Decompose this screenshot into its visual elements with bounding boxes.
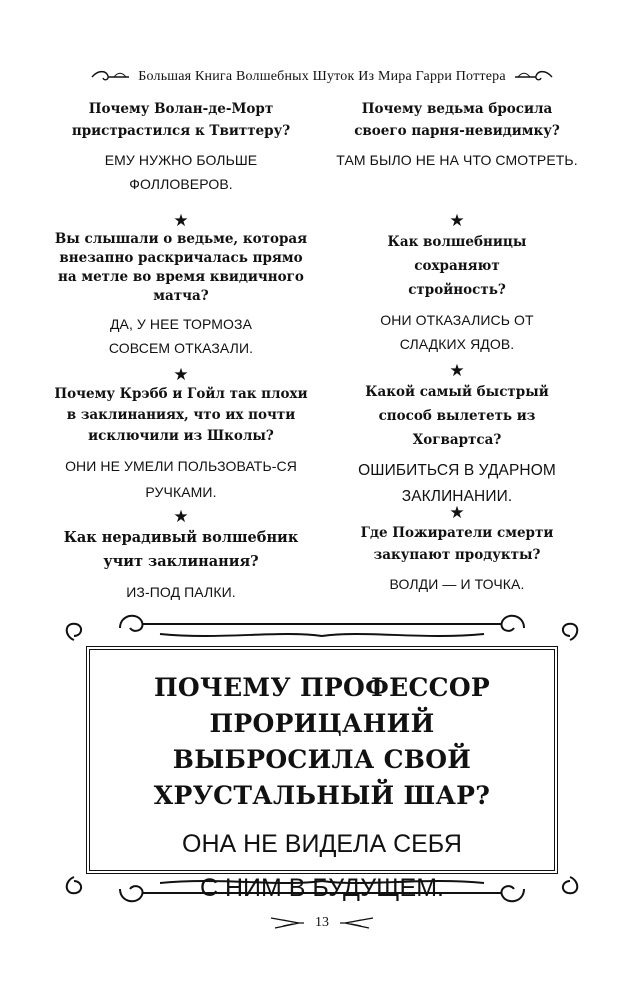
joke-answer: ДА, У НЕЕ ТОРМОЗА СОВСЕМ ОТКАЗАЛИ. <box>108 316 254 356</box>
joke-answer: ВОЛДИ — И ТОЧКА. <box>389 576 525 592</box>
joke-question: Почему ведьма бросила своего парня-невидимку? <box>354 101 560 139</box>
right-joke-column <box>326 98 588 596</box>
joke-question: Вы слышали о ведьме, которая внезапно раскричалась прямо на метле во время квидичного матча? <box>54 231 308 304</box>
joke-answer: ЕМУ НУЖНО БОЛЬШЕ ФОЛЛОВЕРОВ. <box>104 152 258 192</box>
left-leaf-flourish-icon <box>269 916 305 930</box>
featured-answer: ОНА НЕ ВИДЕЛА СЕБЯ С НИМ В БУДУЩЕМ. <box>182 830 462 902</box>
joke-answer: ОШИБИТЬСЯ В УДАРНОМ ЗАКЛИНАНИИ. <box>358 462 556 505</box>
joke-item <box>50 230 312 358</box>
joke-item <box>50 526 312 604</box>
star-separator-icon: ★ <box>449 211 465 231</box>
joke-question: Какой самый быстрый способ вылететь из Хогвартса? <box>365 384 549 448</box>
right-leaf-flourish-icon <box>339 916 375 930</box>
joke-item <box>326 230 588 350</box>
joke-question: Почему Крэбб и Гойл так плохи в заклинаниях, что их почти исключили из Школы? <box>54 386 308 444</box>
joke-item <box>326 380 588 505</box>
header-title: Большая Книга Волшебных Шуток Из Мира Гарри Поттера <box>138 69 506 84</box>
running-header <box>0 62 644 92</box>
star-separator-icon: ★ <box>173 365 189 385</box>
joke-question: Как волшебницы сохраняют стройность? <box>387 234 527 298</box>
joke-question: Почему Волан-де-Морт пристрастился к Твиттеру? <box>71 101 291 139</box>
joke-answer: ОНИ ОТКАЗАЛИСЬ ОТ СЛАДКИХ ЯДОВ. <box>380 312 534 352</box>
star-separator-icon: ★ <box>173 507 189 527</box>
joke-item <box>326 98 588 204</box>
joke-question: Как нерадивый волшебник учит заклинания? <box>63 529 299 570</box>
joke-item <box>326 522 588 596</box>
star-separator-icon: ★ <box>173 211 189 231</box>
featured-joke-box <box>86 646 558 902</box>
joke-question: Где Пожиратели смерти закупают продукты? <box>360 525 554 563</box>
left-scroll-flourish-icon <box>90 68 130 86</box>
joke-item <box>50 384 312 506</box>
left-joke-column <box>50 98 312 604</box>
joke-answer: ИЗ-ПОД ПАЛКИ. <box>126 584 236 600</box>
joke-answer: ОНИ НЕ УМЕЛИ ПОЛЬЗОВАТЬ-СЯ РУЧКАМИ. <box>65 458 297 500</box>
joke-answer: ТАМ БЫЛО НЕ НА ЧТО СМОТРЕТЬ. <box>336 152 578 168</box>
right-scroll-flourish-icon <box>514 68 554 86</box>
featured-joke-frame <box>60 606 584 911</box>
joke-item <box>50 98 312 204</box>
page-footer <box>0 908 644 938</box>
page-number: 13 <box>315 915 329 930</box>
featured-question: ПОЧЕМУ ПРОФЕССОР ПРОРИЦАНИЙ ВЫБРОСИЛА СВОЙ ХРУСТАЛЬНЫЙ ШАР? <box>153 673 491 810</box>
star-separator-icon: ★ <box>449 361 465 381</box>
star-separator-icon: ★ <box>449 503 465 523</box>
